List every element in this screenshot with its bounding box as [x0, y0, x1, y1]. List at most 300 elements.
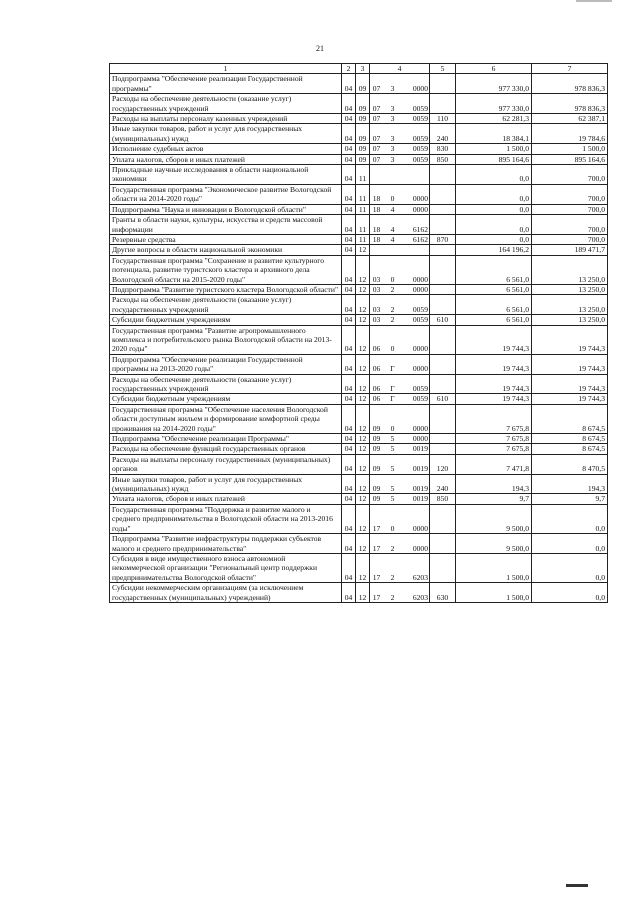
program-code: 18 — [372, 224, 381, 234]
amount-year-2: 0,0 — [532, 534, 608, 554]
section-code: 04 — [342, 94, 356, 114]
program-code: 17 — [372, 543, 381, 553]
column-number: 1 — [110, 64, 342, 74]
amount-year-2: 895 164,6 — [532, 154, 608, 164]
subprogram-code: 3 — [390, 144, 395, 154]
target-article-code — [370, 295, 430, 315]
budget-table — [109, 63, 608, 603]
amount-year-1: 0,0 — [456, 234, 532, 244]
direction-code: 0000 — [412, 194, 428, 204]
amount-year-1: 977 330,0 — [456, 94, 532, 114]
direction-code: 0000 — [412, 274, 428, 284]
expense-name: Субсидии бюджетным учреждениям — [110, 394, 342, 404]
amount-year-2: 13 250,0 — [532, 284, 608, 294]
direction-code: 0019 — [412, 484, 428, 494]
table-row — [110, 583, 608, 603]
target-article-code — [370, 494, 430, 504]
subprogram-code: 5 — [390, 444, 395, 454]
program-code: 07 — [372, 154, 381, 164]
amount-year-1: 7 675,8 — [456, 434, 532, 444]
amount-year-2: 194,3 — [532, 474, 608, 494]
amount-year-1: 7 675,8 — [456, 444, 532, 454]
expense-name: Субсидии некоммерческим организациям (за исключением государственных (муниципальных) учреждений) — [110, 583, 342, 603]
direction-code: 0059 — [412, 154, 428, 164]
amount-year-2: 978 836,3 — [532, 94, 608, 114]
table-row — [110, 404, 608, 433]
subprogram-code: 3 — [390, 114, 395, 124]
target-article-code — [370, 124, 430, 144]
subsection-code: 12 — [356, 255, 370, 284]
direction-code: 0019 — [412, 444, 428, 454]
table-row — [110, 325, 608, 354]
program-code: 03 — [372, 315, 381, 325]
subsection-code: 12 — [356, 354, 370, 374]
target-article-code — [370, 325, 430, 354]
expense-name: Уплата налогов, сборов и иных платежей — [110, 154, 342, 164]
section-code: 04 — [342, 404, 356, 433]
subprogram-code: 2 — [390, 304, 395, 314]
table-row — [110, 394, 608, 404]
subsection-code: 11 — [356, 184, 370, 204]
table-row — [110, 474, 608, 494]
section-code: 04 — [342, 354, 356, 374]
expense-name: Прикладные научные исследования в области национальной экономики — [110, 165, 342, 185]
section-code: 04 — [342, 553, 356, 582]
subsection-code: 09 — [356, 114, 370, 124]
expense-name: Подпрограмма "Обеспечение реализации Программы" — [110, 434, 342, 444]
subsection-code: 12 — [356, 504, 370, 533]
section-code: 04 — [342, 454, 356, 474]
amount-year-2: 0,0 — [532, 553, 608, 582]
program-code: 09 — [372, 434, 381, 444]
amount-year-2: 19 744,3 — [532, 374, 608, 394]
section-code: 04 — [342, 245, 356, 255]
direction-code: 0059 — [412, 103, 428, 113]
direction-code: 0000 — [412, 543, 428, 553]
target-article-code — [370, 553, 430, 582]
program-code: 17 — [372, 523, 381, 533]
column-number: 5 — [430, 64, 456, 74]
section-code: 04 — [342, 434, 356, 444]
section-code: 04 — [342, 534, 356, 554]
program-code: 06 — [372, 384, 381, 393]
amount-year-2: 19 784,6 — [532, 124, 608, 144]
table-row — [110, 434, 608, 444]
amount-year-1: 1 500,0 — [456, 553, 532, 582]
amount-year-2: 13 250,0 — [532, 255, 608, 284]
amount-year-1: 1 500,0 — [456, 583, 532, 603]
target-article-code — [370, 165, 430, 185]
amount-year-2: 13 250,0 — [532, 295, 608, 315]
table-row — [110, 165, 608, 185]
program-code: 07 — [372, 133, 381, 143]
target-article-code — [370, 354, 430, 374]
expense-name: Государственная программа "Поддержка и развитие малого и среднего предпринимательства в Вологодской области на 2013-2016 годы" — [110, 504, 342, 533]
target-article-code — [370, 144, 430, 154]
section-code: 04 — [342, 144, 356, 154]
amount-year-1: 62 281,3 — [456, 114, 532, 124]
table-row — [110, 74, 608, 94]
target-article-code — [370, 74, 430, 94]
expense-type-code — [430, 404, 456, 433]
table-row — [110, 215, 608, 235]
expense-name: Расходы на выплаты персоналу казенных учреждений — [110, 114, 342, 124]
expense-type-code — [430, 374, 456, 394]
target-article-code — [370, 184, 430, 204]
section-code: 04 — [342, 154, 356, 164]
direction-code: 0059 — [412, 315, 428, 325]
expense-name: Государственная программа "Экономическое развитие Вологодской области на 2014-2020 годы" — [110, 184, 342, 204]
direction-code: 0000 — [412, 364, 428, 374]
direction-code: 0000 — [412, 83, 428, 93]
section-code: 04 — [342, 204, 356, 214]
amount-year-1: 6 561,0 — [456, 295, 532, 315]
table-row — [110, 245, 608, 255]
subsection-code: 12 — [356, 295, 370, 315]
amount-year-1: 18 384,1 — [456, 124, 532, 144]
expense-name: Гранты в области науки, культуры, искусства и средств массовой информации — [110, 215, 342, 235]
subsection-code: 12 — [356, 245, 370, 255]
section-code: 04 — [342, 114, 356, 124]
program-code: 07 — [372, 114, 381, 124]
amount-year-2: 19 744,3 — [532, 354, 608, 374]
target-article-code — [370, 255, 430, 284]
target-article-code — [370, 394, 430, 404]
table-row — [110, 94, 608, 114]
subsection-code: 12 — [356, 315, 370, 325]
direction-code: 0000 — [412, 434, 428, 444]
amount-year-1: 19 744,3 — [456, 325, 532, 354]
target-article-code — [370, 374, 430, 394]
target-article-code — [370, 284, 430, 294]
subsection-code: 09 — [356, 74, 370, 94]
program-code: 03 — [372, 284, 381, 294]
target-article-code — [370, 315, 430, 325]
subprogram-code: 4 — [390, 234, 395, 244]
direction-code: 0059 — [412, 304, 428, 314]
program-code: 03 — [372, 274, 381, 284]
amount-year-2: 8 674,5 — [532, 444, 608, 454]
subprogram-code: 0 — [390, 523, 395, 533]
page-number: 21 — [316, 44, 324, 53]
amount-year-1: 7 675,8 — [456, 404, 532, 433]
subsection-code: 12 — [356, 374, 370, 394]
table-row — [110, 114, 608, 124]
expense-name: Другие вопросы в области национальной экономики — [110, 245, 342, 255]
direction-code: 6162 — [412, 224, 428, 234]
table-row — [110, 444, 608, 454]
target-article-code — [370, 404, 430, 433]
table-row — [110, 284, 608, 294]
expense-type-code: 120 — [430, 454, 456, 474]
direction-code: 6203 — [412, 592, 428, 602]
subprogram-code: 5 — [390, 464, 395, 474]
expense-type-code: 850 — [430, 494, 456, 504]
section-code: 04 — [342, 444, 356, 454]
section-code: 04 — [342, 295, 356, 315]
table-row — [110, 504, 608, 533]
direction-code: 0059 — [412, 144, 428, 154]
expense-name: Субсидии бюджетным учреждениям — [110, 315, 342, 325]
program-code: 06 — [372, 364, 381, 374]
amount-year-2: 189 471,7 — [532, 245, 608, 255]
direction-code: 6203 — [412, 572, 428, 582]
expense-name: Иные закупки товаров, работ и услуг для государственных (муниципальных) нужд — [110, 474, 342, 494]
direction-code: 0000 — [412, 204, 428, 214]
section-code: 04 — [342, 234, 356, 244]
table-row — [110, 204, 608, 214]
target-article-code — [370, 114, 430, 124]
section-code: 04 — [342, 165, 356, 185]
program-code: 06 — [372, 394, 381, 404]
amount-year-2: 19 744,3 — [532, 394, 608, 404]
amount-year-2: 0,0 — [532, 504, 608, 533]
subsection-code: 12 — [356, 454, 370, 474]
table-row — [110, 255, 608, 284]
amount-year-2: 700,0 — [532, 165, 608, 185]
subsection-code: 11 — [356, 215, 370, 235]
expense-type-code — [430, 204, 456, 214]
direction-code: 0059 — [412, 133, 428, 143]
amount-year-2: 9,7 — [532, 494, 608, 504]
subprogram-code: 2 — [390, 315, 395, 325]
amount-year-2: 8 674,5 — [532, 404, 608, 433]
subsection-code: 12 — [356, 325, 370, 354]
subsection-code: 12 — [356, 494, 370, 504]
program-code: 09 — [372, 484, 381, 494]
program-code: 09 — [372, 423, 381, 433]
expense-name: Государственная программа "Развитие агропромышленного комплекса и потребительского рынка Вологодской области на 2013-2020 годы" — [110, 325, 342, 354]
expense-type-code — [430, 284, 456, 294]
table-row — [110, 534, 608, 554]
expense-type-code: 630 — [430, 583, 456, 603]
table-row — [110, 124, 608, 144]
expense-type-code — [430, 245, 456, 255]
target-article-code — [370, 534, 430, 554]
section-code: 04 — [342, 504, 356, 533]
program-code: 07 — [372, 83, 381, 93]
column-number: 6 — [456, 64, 532, 74]
section-code: 04 — [342, 124, 356, 144]
amount-year-2: 700,0 — [532, 184, 608, 204]
program-code: 17 — [372, 572, 381, 582]
expense-name: Государственная программа "Сохранение и развитие культурного потенциала, развитие туристского кластера и архивного дела Вологодской области на 2015-2020 годы" — [110, 255, 342, 284]
subprogram-code: 0 — [390, 344, 395, 354]
expense-name: Субсидия в виде имущественного взноса автономной некоммерческой организации "Региональный центр поддержки предпринимательства Вологодской области" — [110, 553, 342, 582]
expense-name: Расходы на обеспечение деятельности (оказание услуг) государственных учреждений — [110, 374, 342, 394]
subprogram-code: 3 — [390, 103, 395, 113]
expense-type-code — [430, 354, 456, 374]
expense-name: Расходы на обеспечение деятельности (оказание услуг) государственных учреждений — [110, 295, 342, 315]
expense-name: Подпрограмма "Развитие туристского кластера Вологодской области" — [110, 284, 342, 294]
table-row — [110, 234, 608, 244]
program-code: 09 — [372, 494, 381, 504]
section-code: 04 — [342, 74, 356, 94]
table-row — [110, 144, 608, 154]
amount-year-1: 6 561,0 — [456, 315, 532, 325]
target-article-code — [370, 504, 430, 533]
direction-code: 0019 — [412, 494, 428, 504]
subprogram-code: Г — [390, 364, 395, 374]
expense-name: Резервные средства — [110, 234, 342, 244]
expense-type-code: 870 — [430, 234, 456, 244]
column-number: 4 — [370, 64, 430, 74]
direction-code: 6162 — [412, 234, 428, 244]
subprogram-code: 5 — [390, 484, 395, 494]
amount-year-1: 19 744,3 — [456, 374, 532, 394]
amount-year-1: 6 561,0 — [456, 284, 532, 294]
expense-type-code: 830 — [430, 144, 456, 154]
table-row — [110, 154, 608, 164]
subsection-code: 12 — [356, 553, 370, 582]
expense-type-code — [430, 325, 456, 354]
expense-name: Расходы на обеспечение функций государственных органов — [110, 444, 342, 454]
expense-name: Подпрограмма "Наука и инновации в Вологодской области" — [110, 204, 342, 214]
subprogram-code: 4 — [390, 224, 395, 234]
expense-type-code — [430, 553, 456, 582]
expense-type-code: 610 — [430, 315, 456, 325]
subprogram-code: Г — [390, 394, 395, 404]
expense-name: Государственная программа "Обеспечение населения Вологодской области доступным жильем и формирование комфортной среды проживания на 2014-2020 годы" — [110, 404, 342, 433]
section-code: 04 — [342, 494, 356, 504]
target-article-code — [370, 583, 430, 603]
expense-name: Расходы на обеспечение деятельности (оказание услуг) государственных учреждений — [110, 94, 342, 114]
expense-name: Иные закупки товаров, работ и услуг для государственных (муниципальных) нужд — [110, 124, 342, 144]
subsection-code: 12 — [356, 404, 370, 433]
expense-type-code — [430, 504, 456, 533]
subsection-code: 11 — [356, 165, 370, 185]
direction-code: 0019 — [412, 464, 428, 474]
expense-type-code — [430, 74, 456, 94]
section-code: 04 — [342, 325, 356, 354]
amount-year-1: 895 164,6 — [456, 154, 532, 164]
expense-name: Расходы на выплаты персоналу государственных (муниципальных) органов — [110, 454, 342, 474]
subprogram-code: 5 — [390, 434, 395, 444]
subprogram-code: 2 — [390, 543, 395, 553]
target-article-code — [370, 204, 430, 214]
direction-code: 0059 — [412, 384, 428, 393]
target-article-code — [370, 94, 430, 114]
subsection-code: 11 — [356, 234, 370, 244]
scan-mark-top — [576, 0, 612, 2]
expense-type-code: 610 — [430, 394, 456, 404]
subprogram-code: 2 — [390, 592, 395, 602]
scan-mark-bottom — [566, 884, 588, 887]
expense-type-code — [430, 215, 456, 235]
expense-type-code — [430, 94, 456, 114]
subprogram-code: 2 — [390, 572, 395, 582]
section-code: 04 — [342, 315, 356, 325]
table-row — [110, 295, 608, 315]
amount-year-2: 8 470,5 — [532, 454, 608, 474]
target-article-code — [370, 215, 430, 235]
amount-year-2: 8 674,5 — [532, 434, 608, 444]
program-code: 18 — [372, 234, 381, 244]
amount-year-1: 6 561,0 — [456, 255, 532, 284]
amount-year-1: 1 500,0 — [456, 144, 532, 154]
program-code: 03 — [372, 304, 381, 314]
expense-type-code: 240 — [430, 124, 456, 144]
amount-year-1: 7 471,8 — [456, 454, 532, 474]
direction-code: 0000 — [412, 284, 428, 294]
direction-code: 0059 — [412, 394, 428, 404]
expense-type-code: 850 — [430, 154, 456, 164]
amount-year-1: 19 744,3 — [456, 394, 532, 404]
section-code: 04 — [342, 284, 356, 294]
subprogram-code: 3 — [390, 133, 395, 143]
expense-type-code — [430, 295, 456, 315]
table-row — [110, 315, 608, 325]
expense-type-code: 110 — [430, 114, 456, 124]
column-number: 7 — [532, 64, 608, 74]
section-code: 04 — [342, 474, 356, 494]
expense-name: Подпрограмма "Развитие инфраструктуры поддержки субъектов малого и среднего предпринимательства" — [110, 534, 342, 554]
program-code: 07 — [372, 103, 381, 113]
table-row — [110, 454, 608, 474]
amount-year-1: 194,3 — [456, 474, 532, 494]
program-code: 18 — [372, 194, 381, 204]
subprogram-code: 3 — [390, 83, 395, 93]
amount-year-2: 700,0 — [532, 204, 608, 214]
target-article-code — [370, 454, 430, 474]
amount-year-1: 977 330,0 — [456, 74, 532, 94]
table-row — [110, 494, 608, 504]
amount-year-1: 9 500,0 — [456, 504, 532, 533]
target-article-code — [370, 245, 430, 255]
program-code: 07 — [372, 144, 381, 154]
subsection-code: 09 — [356, 154, 370, 164]
target-article-code — [370, 234, 430, 244]
amount-year-1: 0,0 — [456, 204, 532, 214]
expense-type-code — [430, 444, 456, 454]
amount-year-1: 0,0 — [456, 215, 532, 235]
expense-name: Подпрограмма "Обеспечение реализации Государственной программы" — [110, 74, 342, 94]
amount-year-2: 978 836,3 — [532, 74, 608, 94]
expense-type-code — [430, 534, 456, 554]
amount-year-2: 62 387,1 — [532, 114, 608, 124]
section-code: 04 — [342, 255, 356, 284]
expense-type-code: 240 — [430, 474, 456, 494]
amount-year-1: 0,0 — [456, 184, 532, 204]
table-row — [110, 184, 608, 204]
amount-year-2: 1 500,0 — [532, 144, 608, 154]
amount-year-1: 9 500,0 — [456, 534, 532, 554]
subsection-code: 12 — [356, 394, 370, 404]
subsection-code: 12 — [356, 583, 370, 603]
subsection-code: 12 — [356, 534, 370, 554]
section-code: 04 — [342, 215, 356, 235]
program-code: 09 — [372, 444, 381, 454]
program-code: 18 — [372, 204, 381, 214]
budget-table-body — [110, 64, 608, 603]
expense-type-code — [430, 255, 456, 284]
target-article-code — [370, 474, 430, 494]
program-code: 09 — [372, 464, 381, 474]
amount-year-1: 0,0 — [456, 165, 532, 185]
expense-name: Исполнение судебных актов — [110, 144, 342, 154]
target-article-code — [370, 434, 430, 444]
subprogram-code: 0 — [390, 194, 395, 204]
subprogram-code: 0 — [390, 423, 395, 433]
amount-year-2: 13 250,0 — [532, 315, 608, 325]
table-row — [110, 374, 608, 394]
subprogram-code: 0 — [390, 274, 395, 284]
direction-code: 0000 — [412, 523, 428, 533]
column-number-row — [110, 64, 608, 74]
subprogram-code: Г — [390, 384, 395, 393]
direction-code: 0000 — [412, 423, 428, 433]
table-row — [110, 553, 608, 582]
